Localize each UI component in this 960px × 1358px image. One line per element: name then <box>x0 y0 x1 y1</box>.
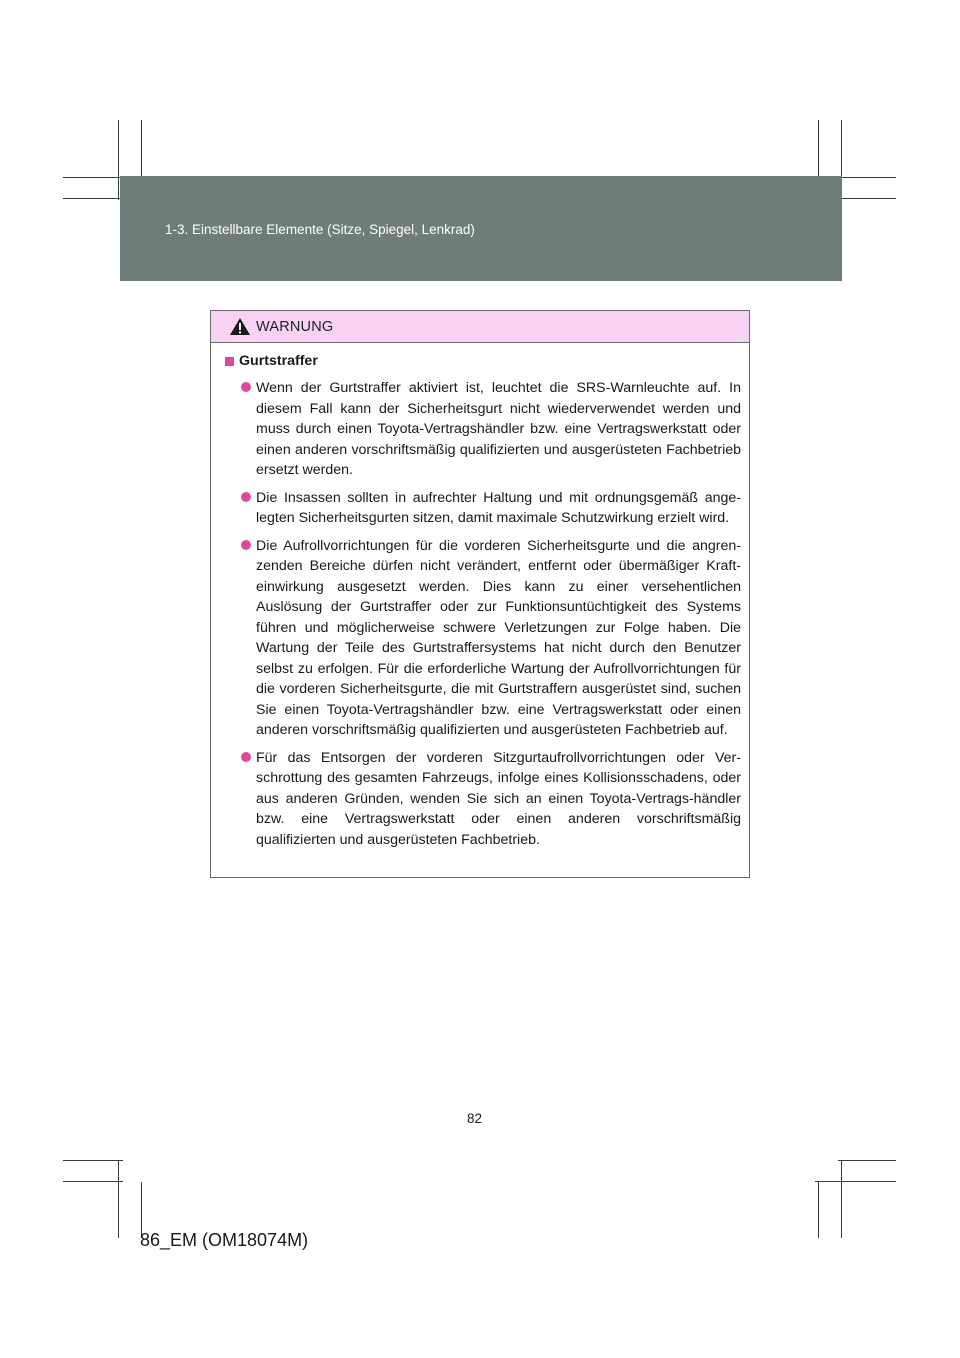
warning-label: WARNUNG <box>256 318 334 335</box>
list-item <box>241 488 741 529</box>
warning-header <box>211 311 749 343</box>
section-title: 1-3. Einstellbare Elemente (Sitze, Spiegel, Lenkrad) <box>165 222 475 237</box>
crop-mark <box>63 198 123 199</box>
bullet-dot-icon <box>241 540 251 550</box>
list-item-text: Für das Entsorgen der vorderen Sitzgurtaufrollvorrichtungen oder Ver-schrottung des gesamten Fahrzeugs, infolge eines Kollisionsschadens, oder aus anderen Gründen, wenden Sie sich an einen Toyota-Vertrags-händler bzw. eine Vertragswerkstatt oder einen anderen vorschriftsmäßig qualifizierten und ausgerüsteten Fachbetrieb. <box>256 749 741 848</box>
list-item-text: Die Insassen sollten in aufrechter Haltung und mit ordnungsgemäß ange-legten Sicherheitsgurten sitzen, damit maximale Schutzwirkung erzielt wird. <box>256 489 741 526</box>
crop-mark <box>63 177 123 178</box>
subheading <box>225 353 741 369</box>
crop-mark <box>118 1160 119 1238</box>
crop-mark <box>841 1160 842 1238</box>
warning-box <box>210 310 750 878</box>
list-item <box>241 378 741 481</box>
crop-mark <box>838 177 896 178</box>
document-code: 86_EM (OM18074M) <box>140 1230 309 1250</box>
list-item <box>241 536 741 741</box>
warning-triangle-icon <box>229 317 251 336</box>
subheading-text: Gurtstraffer <box>239 353 318 369</box>
list-item <box>241 748 741 851</box>
list-item-text: Die Aufrollvorrichtungen für die vorderen Sicherheitsgurte und die angren-zenden Bereiche dürfen nicht verändert, entfernt oder übermäßiger Kraft-einwirkung ausgesetzt werden. Dies kann zu einer versehentlichen Auslösung der Gurtstraffer oder zur Funktionsuntüchtigkeit des Systems führen und möglicherweise schwere Verletzungen zur Folge haben. Die Wartung der Teile des Gurtstraffersystems hat nicht durch den Benutzer selbst zu erfolgen. Für die erforderliche Wartung der Aufrollvorrichtungen für die vorderen Sicherheitsgurte, die mit Gurtstraffern ausgerüstet sind, suchen Sie einen Toyota-Vertragshändler bzw. eine Vertragswerkstatt oder einen anderen vorschriftsmäßig qualifizierten und ausgerüsteten Fachbetrieb auf. <box>256 537 741 738</box>
crop-mark <box>815 1181 896 1182</box>
square-bullet-icon <box>225 357 234 366</box>
warning-body <box>211 343 749 850</box>
crop-mark <box>63 1160 123 1161</box>
list-item-text: Wenn der Gurtstraffer aktiviert ist, leuchtet die SRS-Warnleuchte auf. In diesem Fall kann der Sicherheitsgurt nicht wiederverwendet werden und muss durch einen Toyota-Vertragshändler bzw. eine Vertragswerkstatt oder einen anderen vorschriftsmäßig qualifizierten und ausgerüsteten Fachbetrieb ersetzt werden. <box>256 380 741 478</box>
crop-mark <box>818 1182 819 1238</box>
bullet-dot-icon <box>241 382 251 392</box>
bullet-dot-icon <box>241 752 251 762</box>
crop-mark <box>838 1160 896 1161</box>
crop-mark <box>63 1181 123 1182</box>
page-number: 82 <box>467 1111 483 1126</box>
crop-mark <box>838 198 896 199</box>
bullet-dot-icon <box>241 492 251 502</box>
crop-mark <box>118 120 119 200</box>
